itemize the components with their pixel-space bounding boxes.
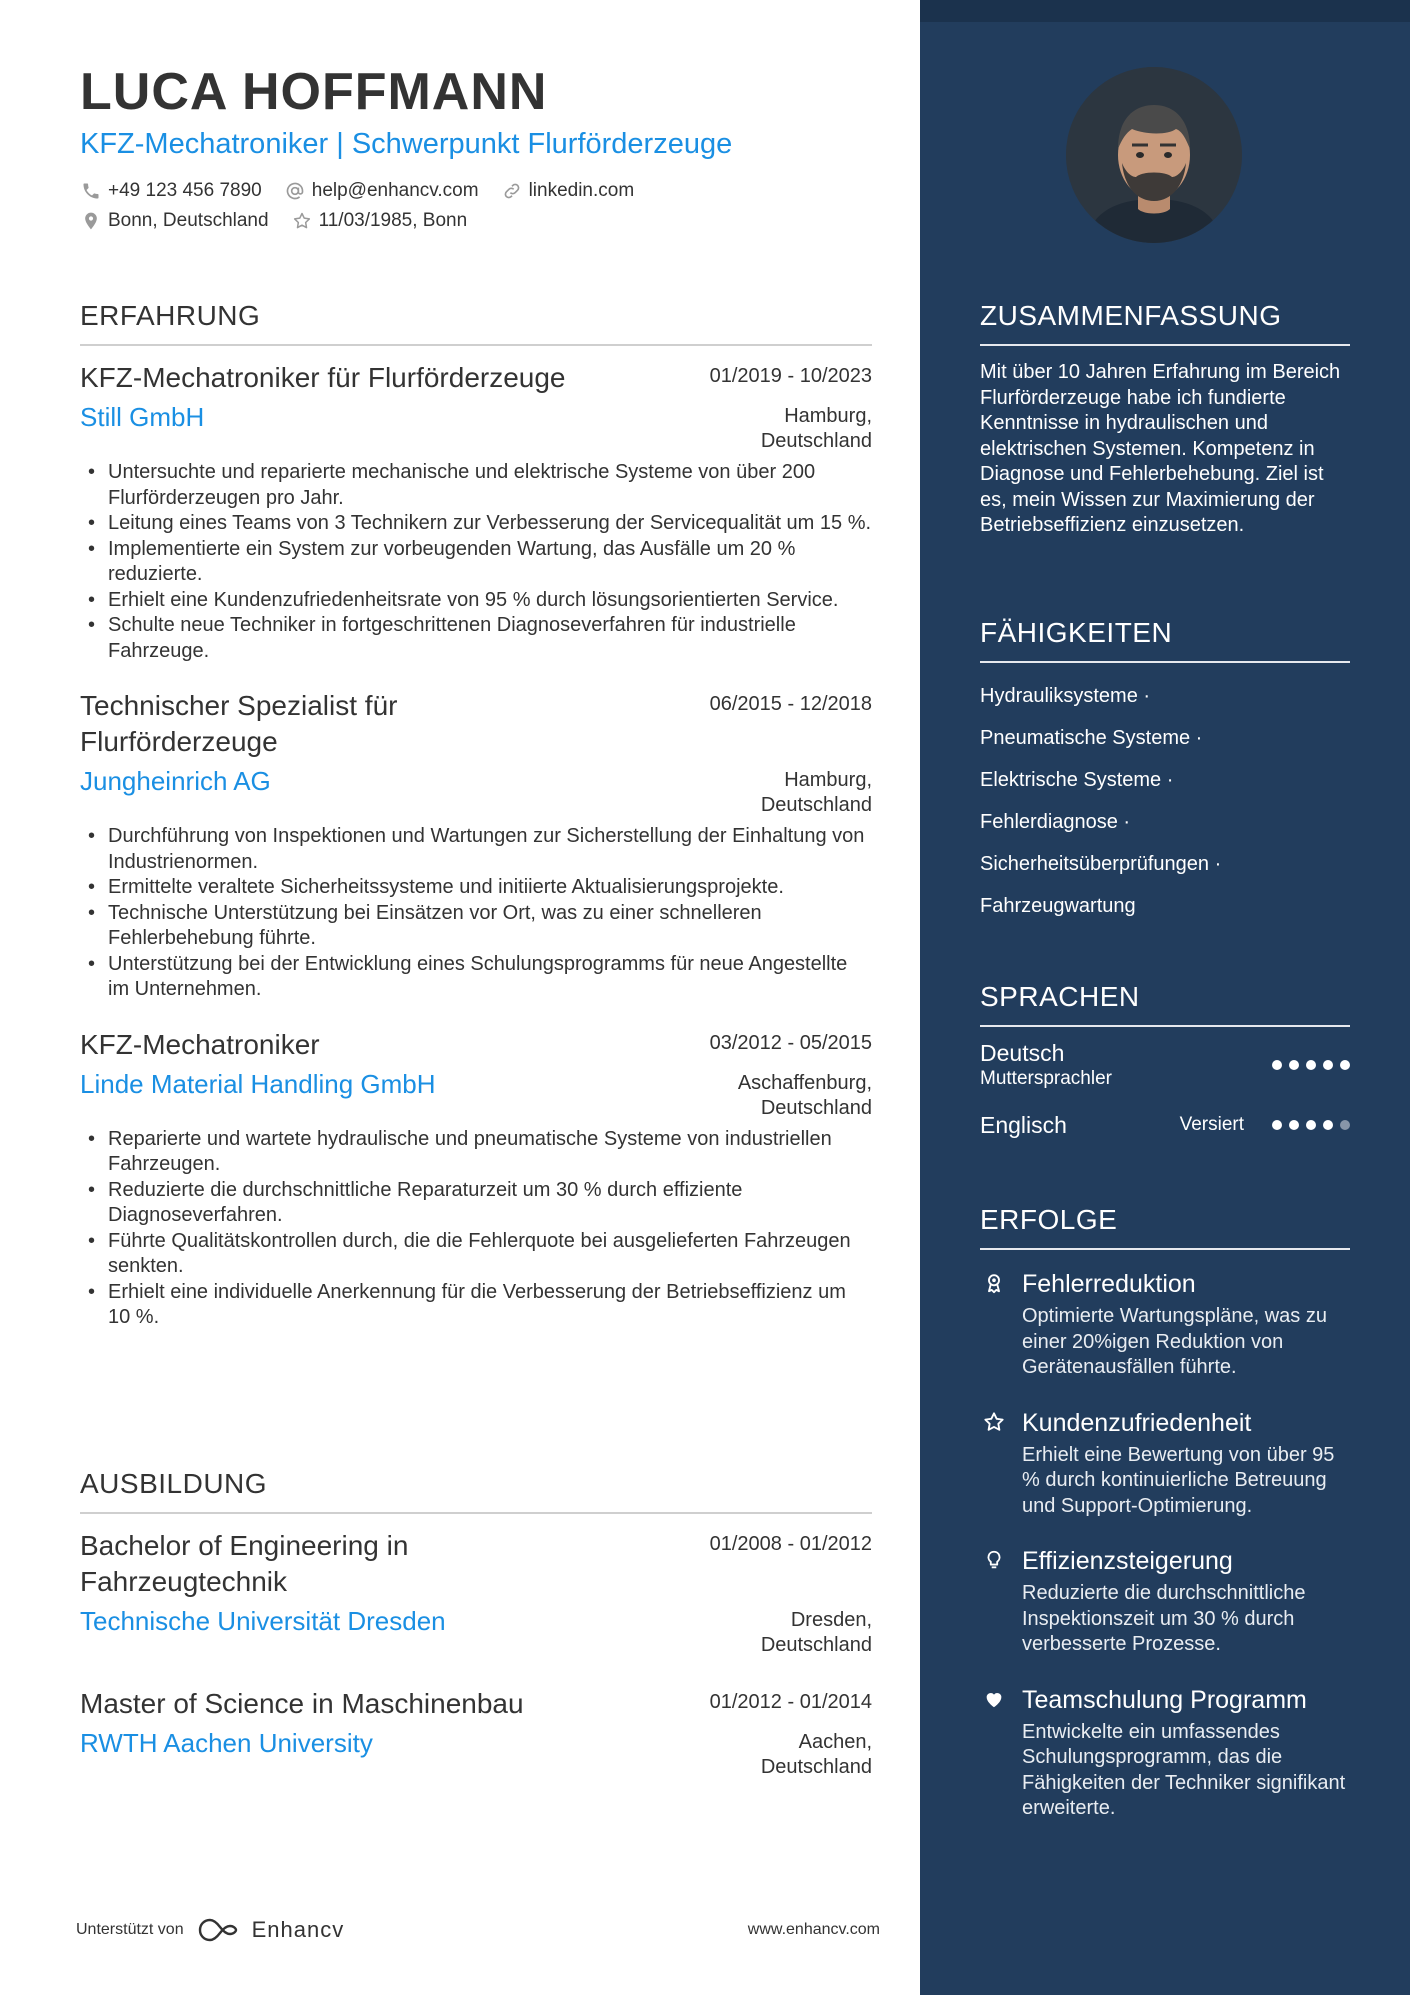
phone-icon: [80, 180, 102, 202]
birth-contact: [291, 206, 468, 236]
skill-item: Sicherheitsüberprüfungen ·: [980, 853, 1222, 875]
entry-top: [80, 1528, 872, 1600]
candidate-title: KFZ-Mechatroniker | Schwerpunkt Flurförderzeuge: [80, 128, 733, 160]
language-level-group: [1180, 1113, 1350, 1137]
company-name: Still GmbH: [80, 402, 205, 432]
skills-section: [980, 615, 1350, 927]
rating-dot-filled: [1306, 1060, 1316, 1070]
job-dates: 06/2015 - 12/2018: [709, 693, 872, 715]
avatar-portrait: [1066, 67, 1242, 243]
education-section: [80, 1466, 872, 1780]
language-row: [980, 1111, 1350, 1139]
bullet-item: • Erhielt eine Kundenzufriedenheitsrate von 95 % durch lösungsorientierten Service.: [80, 588, 872, 614]
bullet-item: • Ermittelte veraltete Sicherheitssysteme und initiierte Aktualisierungsprojekte.: [80, 875, 872, 901]
sidebar-top-bar: [920, 0, 1410, 22]
powered-by-text: Unterstützt von: [76, 1921, 184, 1938]
skills-list: [980, 675, 1350, 927]
company-name: Linde Material Handling GmbH: [80, 1068, 436, 1099]
star-icon: [980, 1407, 1008, 1520]
phone-contact: [80, 176, 262, 206]
achievement-content: [1022, 1545, 1350, 1658]
achievement-desc: Entwickelte ein umfassendes Schulungsprogramm, das die Fähigkeiten der Techniker signifikant erweiterte.: [1022, 1720, 1346, 1819]
entry-top: [80, 1686, 872, 1722]
achievement-desc: Optimierte Wartungspläne, was zu einer 20%igen Reduktion von Gerätenausfällen führte.: [1022, 1305, 1327, 1378]
job-location-country: Deutschland: [760, 794, 872, 816]
contact-row-2: [80, 206, 880, 236]
language-name: Deutsch: [980, 1040, 1065, 1066]
skills-title: FÄHIGKEITEN: [980, 615, 1350, 663]
entry-mid: [80, 400, 872, 454]
company-name: Jungheinrich AG: [80, 766, 271, 796]
school-location-country: Deutschland: [760, 1634, 872, 1656]
email-contact[interactable]: [284, 176, 479, 206]
award-icon: [980, 1268, 1008, 1381]
achievement-item: [980, 1407, 1350, 1520]
entry-mid: [80, 1604, 872, 1658]
experience-title: ERFAHRUNG: [80, 298, 872, 346]
job-location-country: Deutschland: [760, 430, 872, 452]
achievements-title: ERFOLGE: [980, 1202, 1350, 1250]
rating-dot-filled: [1272, 1060, 1282, 1070]
language-name: Englisch: [980, 1112, 1067, 1138]
footer-url[interactable]: www.enhancv.com: [747, 1921, 880, 1938]
avatar: [1066, 67, 1242, 243]
skill-item: Fahrzeugwartung: [980, 895, 1136, 917]
entry-top: [80, 360, 872, 396]
school-location-city: Aachen,: [798, 1731, 872, 1753]
experience-entry: [80, 1027, 872, 1331]
job-dates: 03/2012 - 05/2015: [709, 1031, 872, 1054]
degree-title: Master of Science in Maschinenbau: [80, 1688, 524, 1719]
brand-credit: [76, 1917, 344, 1943]
linkedin-contact[interactable]: [501, 176, 635, 206]
entry-top: [80, 688, 872, 760]
education-entry: [80, 1686, 872, 1780]
education-dates: 01/2012 - 01/2014: [709, 1691, 872, 1713]
education-entry: [80, 1528, 872, 1658]
location-pin-icon: [80, 210, 102, 232]
achievement-item: [980, 1684, 1350, 1822]
bullet-item: • Unterstützung bei der Entwicklung eines Schulungsprogramms für neue Angestellte im Unternehmen.: [80, 952, 872, 1003]
achievement-content: [1022, 1407, 1350, 1520]
language-rating: [1272, 1120, 1350, 1130]
bullet-item: • Reparierte und wartete hydraulische und pneumatische Systeme von industriellen Fahrzeugen.: [80, 1127, 872, 1178]
rating-dot-filled: [1289, 1060, 1299, 1070]
heart-icon: [980, 1684, 1008, 1822]
achievement-item: [980, 1545, 1350, 1658]
school-location: [761, 1730, 872, 1780]
languages-section: [980, 979, 1350, 1139]
candidate-name: LUCA HOFFMANN: [80, 63, 548, 121]
job-bullets: [80, 1127, 872, 1331]
lightbulb-icon: [980, 1545, 1008, 1658]
summary-text: Mit über 10 Jahren Erfahrung im Bereich Flurförderzeuge habe ich fundierte Kenntnisse in hydraulischen und elektrischen Systemen. Kompetenz in Diagnose und Fehlerbehebung. Ziel ist es, mein Wissen zur Maximierung der Betriebseffizienz einzusetzen.: [980, 361, 1341, 536]
star-outline-icon: [291, 210, 313, 232]
achievement-content: [1022, 1268, 1350, 1381]
bullet-item: • Leitung eines Teams von 3 Technikern zur Verbesserung der Servicequalität um 15 %.: [80, 511, 872, 537]
school-location-country: Deutschland: [760, 1756, 872, 1778]
job-bullets: [80, 824, 872, 1003]
enhancv-logo[interactable]: [196, 1917, 345, 1943]
language-row: [980, 1039, 1350, 1091]
bullet-item: • Untersuchte und reparierte mechanische und elektrische Systeme von über 200 Flurförderzeugen pro Jahr.: [80, 460, 872, 511]
achievement-title: Effizienzsteigerung: [1022, 1547, 1233, 1575]
job-dates: 01/2019 - 10/2023: [709, 365, 872, 387]
experience-entry: [80, 360, 872, 664]
rating-dot-filled: [1272, 1120, 1282, 1130]
achievement-desc: Erhielt eine Bewertung von über 95 % durch kontinuierliche Betreuung und Support-Optimierung.: [1022, 1443, 1335, 1517]
rating-dot-empty: [1340, 1120, 1350, 1130]
brand-name: Enhancv: [251, 1917, 345, 1942]
school-name: Technische Universität Dresden: [80, 1606, 446, 1636]
achievement-title: Teamschulung Programm: [1022, 1685, 1307, 1714]
school-name: RWTH Aachen University: [80, 1728, 373, 1758]
bullet-item: • Erhielt eine individuelle Anerkennung für die Verbesserung der Betriebseffizienz um 10 %.: [80, 1280, 872, 1331]
contact-info: [80, 176, 880, 236]
language-info: [980, 1039, 1112, 1091]
resume-header: [80, 62, 880, 236]
job-location: [761, 404, 872, 454]
rating-dot-filled: [1323, 1060, 1333, 1070]
language-level: Versiert: [1179, 1114, 1244, 1135]
link-icon: [501, 180, 523, 202]
language-rating: [1272, 1060, 1350, 1070]
degree-title: Bachelor of Engineering in Fahrzeugtechnik: [80, 1530, 409, 1597]
skill-item: Fehlerdiagnose ·: [980, 811, 1131, 833]
linkedin-text[interactable]: linkedin.com: [528, 180, 635, 201]
achievement-item: [980, 1268, 1350, 1381]
school-location: [761, 1608, 872, 1658]
rating-dot-filled: [1289, 1120, 1299, 1130]
bullet-item: • Implementierte ein System zur vorbeugenden Wartung, das Ausfälle um 20 % reduzierte.: [80, 537, 872, 588]
rating-dot-filled: [1340, 1060, 1350, 1070]
job-bullets: [80, 460, 872, 664]
school-location-city: Dresden,: [790, 1609, 872, 1631]
rating-dot-filled: [1306, 1120, 1316, 1130]
page-footer: [76, 1912, 880, 1948]
at-icon: [284, 180, 306, 202]
job-title: Technischer Spezialist für Flurförderzeuge: [80, 690, 398, 757]
achievements-section: [980, 1202, 1350, 1822]
experience-section: [80, 298, 872, 1331]
achievement-title: Fehlerreduktion: [1022, 1270, 1196, 1298]
email-text[interactable]: help@enhancv.com: [311, 180, 479, 201]
languages-title: SPRACHEN: [980, 979, 1350, 1027]
achievement-content: [1022, 1684, 1350, 1822]
entry-top: [80, 1027, 872, 1063]
entry-mid: [80, 1067, 872, 1121]
education-title: AUSBILDUNG: [80, 1466, 872, 1514]
job-location-city: Aschaffenburg,: [737, 1071, 872, 1094]
skill-item: Hydrauliksysteme ·: [980, 685, 1151, 707]
skill-item: Elektrische Systeme ·: [980, 769, 1174, 791]
bullet-item: • Reduzierte die durchschnittliche Reparaturzeit um 30 % durch effiziente Diagnoseverfahren.: [80, 1178, 872, 1229]
skill-item: Pneumatische Systeme ·: [980, 727, 1203, 749]
summary-section: [980, 298, 1350, 539]
education-dates: 01/2008 - 01/2012: [709, 1533, 872, 1555]
experience-entry: [80, 688, 872, 1003]
sidebar: [920, 0, 1410, 1995]
achievement-title: Kundenzufriedenheit: [1022, 1408, 1252, 1437]
job-location-city: Hamburg,: [784, 769, 872, 791]
location-contact: [80, 206, 269, 236]
bullet-item: • Führte Qualitätskontrollen durch, die die Fehlerquote bei ausgelieferten Fahrzeugen senkten.: [80, 1229, 872, 1280]
phone-text: +49 123 456 7890: [108, 180, 262, 201]
job-location-country: Deutschland: [760, 1096, 872, 1119]
birth-text: 11/03/1985, Bonn: [318, 210, 468, 231]
rating-dot-filled: [1323, 1120, 1333, 1130]
job-location: [761, 768, 872, 818]
enhancv-logo-icon: [196, 1917, 244, 1943]
bullet-item: • Durchführung von Inspektionen und Wartungen zur Sicherstellung der Einhaltung von Industrienormen.: [80, 824, 872, 875]
entry-mid: [80, 1726, 872, 1780]
bullet-item: • Schulte neue Techniker in fortgeschrittenen Diagnoseverfahren für industrielle Fahrzeuge.: [80, 613, 872, 664]
summary-title: ZUSAMMENFASSUNG: [980, 298, 1350, 346]
job-location-city: Hamburg,: [784, 405, 872, 427]
location-text: Bonn, Deutschland: [108, 210, 269, 231]
bullet-item: • Technische Unterstützung bei Einsätzen vor Ort, was zu einer schnelleren Fehlerbehebung führte.: [80, 901, 872, 952]
contact-row-1: [80, 176, 880, 206]
entry-mid: [80, 764, 872, 818]
language-level: Muttersprachler: [980, 1068, 1112, 1089]
job-location: [738, 1071, 872, 1121]
job-title: KFZ-Mechatroniker: [80, 1028, 320, 1060]
achievement-desc: Reduzierte die durchschnittliche Inspektionszeit um 30 % durch verbesserte Prozesse.: [1022, 1582, 1306, 1655]
job-title: KFZ-Mechatroniker für Flurförderzeuge: [80, 362, 566, 393]
